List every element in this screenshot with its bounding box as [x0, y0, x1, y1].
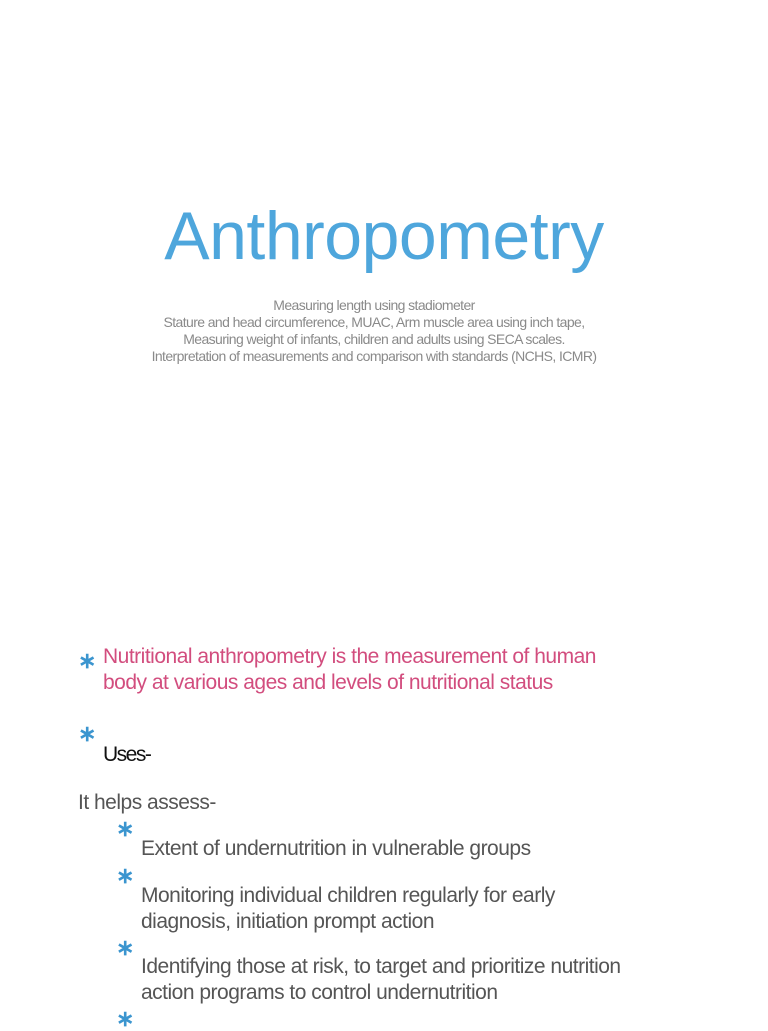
list-item: Extent of undernutrition in vulnerable groups	[141, 837, 531, 860]
uses-label: Uses-	[103, 743, 151, 766]
bullet-icon: ∗	[78, 721, 97, 746]
bullet-icon: ∗	[116, 863, 135, 888]
slide-title: Anthropometry	[164, 198, 604, 274]
bullet-icon: ∗	[116, 816, 135, 841]
list-item: Monitoring individual children regularly for early diagnosis, initiation prompt action	[141, 884, 555, 933]
list-item: Identifying those at risk, to target and prioritize nutrition action programs to control undernutrition	[141, 955, 621, 1004]
bullet-icon: ∗	[116, 935, 135, 960]
subtitle-line-3: Interpretation of measurements and comparison with standards (NCHS, ICMR)	[151, 348, 597, 364]
subtitle-line-1: Measuring length using stadiometer	[273, 297, 475, 313]
helps-assess-label: It helps assess-	[78, 791, 216, 814]
definition-text: Nutritional anthropometry is the measurement of human body at various ages and levels of nutritional status	[103, 645, 596, 694]
subtitle-line-2: Stature and head circumference, MUAC, Arm muscle area using inch tape, Measuring weight of infants, children and adults using SECA scales.	[163, 314, 585, 347]
bullet-icon: ∗	[78, 648, 97, 673]
bullet-icon: ∗	[116, 1006, 135, 1031]
